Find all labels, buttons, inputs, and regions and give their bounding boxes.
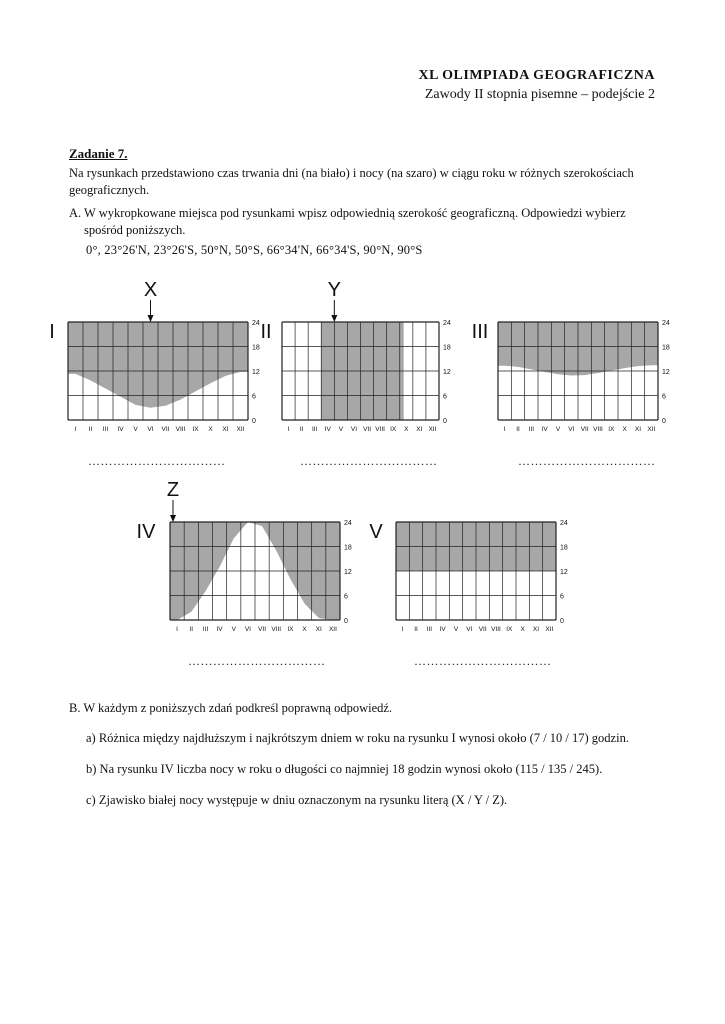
- month-tick-label: II: [516, 426, 520, 433]
- figure-label-IV: IV: [136, 521, 156, 543]
- month-tick-label: VI: [147, 426, 154, 433]
- hour-tick-label: 18: [344, 544, 352, 552]
- month-tick-label: IX: [390, 426, 397, 433]
- month-tick-label: XI: [222, 426, 229, 433]
- hour-tick-label: 24: [662, 320, 670, 327]
- figure-label-V: V: [369, 521, 383, 543]
- month-tick-label: V: [338, 426, 344, 433]
- month-tick-label: I: [401, 626, 404, 633]
- month-tick-label: VI: [466, 626, 473, 633]
- month-tick-label: X: [404, 426, 409, 433]
- hour-tick-label: 18: [252, 344, 260, 352]
- hour-tick-label: 0: [344, 618, 348, 625]
- month-tick-label: VIII: [175, 426, 186, 433]
- month-tick-label: III: [311, 426, 318, 433]
- figure-label-III: III: [471, 321, 489, 343]
- part-a-line-2: spośród poniższych.: [84, 223, 186, 237]
- month-tick-label: II: [414, 626, 418, 633]
- question-c[interactable]: c) Zjawisko białej nocy występuje w dniu oznaczonym na rysunku literą (X / Y / Z).: [86, 793, 508, 807]
- month-tick-label: XI: [315, 626, 322, 633]
- month-tick-label: XII: [647, 426, 656, 433]
- part-a-line-1: A. W wykropkowane miejsca pod rysunkami wpisz odpowiednią szerokość geograficzną. Odpowiedzi wybierz: [69, 206, 626, 220]
- hour-tick-label: 12: [344, 569, 352, 576]
- hour-tick-label: 18: [443, 344, 451, 352]
- month-tick-label: IV: [439, 626, 446, 633]
- hour-tick-label: 6: [560, 593, 564, 601]
- month-tick-label: I: [176, 626, 178, 633]
- answer-blank-I[interactable]: ……………………………: [88, 454, 226, 468]
- month-tick-label: X: [622, 426, 627, 433]
- stage-subtitle: Zawody II stopnia pisemne – podejście 2: [424, 87, 655, 102]
- month-tick-label: V: [453, 626, 459, 633]
- month-tick-label: IX: [192, 426, 199, 433]
- hour-tick-label: 6: [662, 393, 666, 401]
- hour-tick-label: 0: [443, 418, 447, 425]
- month-tick-label: VII: [478, 626, 487, 633]
- answer-blank-V[interactable]: ……………………………: [414, 654, 552, 668]
- hour-tick-label: 24: [252, 320, 260, 327]
- month-tick-label: VI: [350, 426, 358, 433]
- month-tick-label: IV: [117, 426, 124, 433]
- answer-blank-III[interactable]: ……………………………: [518, 454, 656, 468]
- month-tick-label: X: [520, 626, 525, 633]
- month-tick-label: V: [231, 626, 236, 633]
- hour-tick-label: 6: [443, 393, 447, 401]
- hour-tick-label: 12: [252, 369, 260, 376]
- latitude-options: 0°, 23°26'N, 23°26'S, 50°N, 50°S, 66°34'N, 66°34'S, 90°N, 90°S: [86, 243, 423, 257]
- month-tick-label: I: [74, 426, 77, 433]
- month-tick-label: II: [88, 426, 93, 433]
- month-tick-label: II: [299, 426, 304, 433]
- month-tick-label: XII: [545, 626, 554, 633]
- month-tick-label: VI: [244, 626, 251, 633]
- month-tick-label: VIII: [593, 426, 603, 433]
- task-title: Zadanie 7.: [69, 146, 128, 161]
- marker-label-Y: Y: [327, 279, 342, 301]
- month-tick-label: III: [202, 626, 209, 633]
- task-intro: Na rysunkach przedstawiono czas trwania dni (na biało) i nocy (na szaro) w ciągu roku w różnych szerokościach geograficznych.: [69, 166, 634, 197]
- hour-tick-label: 18: [560, 544, 568, 552]
- hour-tick-label: 12: [662, 369, 670, 376]
- hour-tick-label: 18: [662, 344, 670, 352]
- month-tick-label: XI: [416, 426, 423, 433]
- answer-blank-II[interactable]: ……………………………: [300, 454, 438, 468]
- month-tick-label: X: [208, 426, 213, 433]
- month-tick-label: VI: [568, 426, 575, 433]
- marker-arrow-head: [148, 315, 154, 322]
- month-tick-label: VIII: [271, 626, 282, 633]
- hour-tick-label: 0: [252, 418, 256, 425]
- hour-tick-label: 12: [443, 369, 451, 376]
- hour-tick-label: 24: [443, 320, 451, 327]
- month-tick-label: XI: [634, 426, 642, 433]
- month-tick-label: XII: [328, 626, 337, 633]
- hour-tick-label: 12: [560, 569, 568, 576]
- month-tick-label: XII: [236, 426, 245, 433]
- figure-label-II: II: [260, 321, 272, 343]
- marker-arrow-head: [331, 315, 337, 322]
- month-tick-label: IX: [506, 626, 513, 633]
- month-tick-label: II: [189, 626, 194, 633]
- month-tick-label: VII: [363, 426, 372, 433]
- month-tick-label: VIII: [491, 626, 501, 633]
- month-tick-label: III: [102, 426, 109, 433]
- marker-label-X: X: [143, 279, 158, 301]
- part-b-instruction: B. W każdym z poniższych zdań podkreśl poprawną odpowiedź.: [69, 701, 393, 715]
- month-tick-label: V: [555, 426, 561, 433]
- month-tick-label: VII: [258, 626, 267, 633]
- month-tick-label: I: [503, 426, 506, 433]
- month-tick-label: VIII: [375, 426, 386, 433]
- month-tick-label: V: [133, 426, 138, 433]
- hour-tick-label: 24: [344, 520, 352, 527]
- month-tick-label: VII: [161, 426, 170, 433]
- marker-label-Z: Z: [166, 479, 180, 501]
- month-tick-label: XI: [532, 626, 540, 633]
- hour-tick-label: 0: [560, 618, 564, 625]
- month-tick-label: IV: [541, 426, 548, 433]
- month-tick-label: III: [426, 626, 433, 633]
- month-tick-label: X: [302, 626, 307, 633]
- olympiad-title: XL OLIMPIADA GEOGRAFICZNA: [418, 68, 655, 83]
- answer-blank-IV[interactable]: ……………………………: [188, 654, 326, 668]
- month-tick-label: IX: [287, 626, 294, 633]
- month-tick-label: VII: [580, 426, 589, 433]
- question-b[interactable]: b) Na rysunku IV liczba nocy w roku o długości co najmniej 18 godzin wynosi około (115 / 135 / 245).: [86, 762, 603, 776]
- month-tick-label: I: [287, 426, 290, 433]
- figure-label-I: I: [49, 321, 55, 343]
- month-tick-label: IV: [216, 626, 223, 633]
- month-tick-label: IX: [608, 426, 615, 433]
- question-a[interactable]: a) Różnica między najdłuższym i najkrótszym dniem w roku na rysunku I wynosi około (7 / 10 / 17) godzin.: [86, 731, 629, 745]
- hour-tick-label: 24: [560, 520, 568, 527]
- hour-tick-label: 0: [662, 418, 666, 425]
- month-tick-label: XII: [428, 426, 437, 433]
- hour-tick-label: 6: [252, 393, 256, 401]
- month-tick-label: III: [528, 426, 535, 433]
- month-tick-label: IV: [324, 426, 331, 433]
- marker-arrow-head: [170, 515, 176, 522]
- hour-tick-label: 6: [344, 593, 348, 601]
